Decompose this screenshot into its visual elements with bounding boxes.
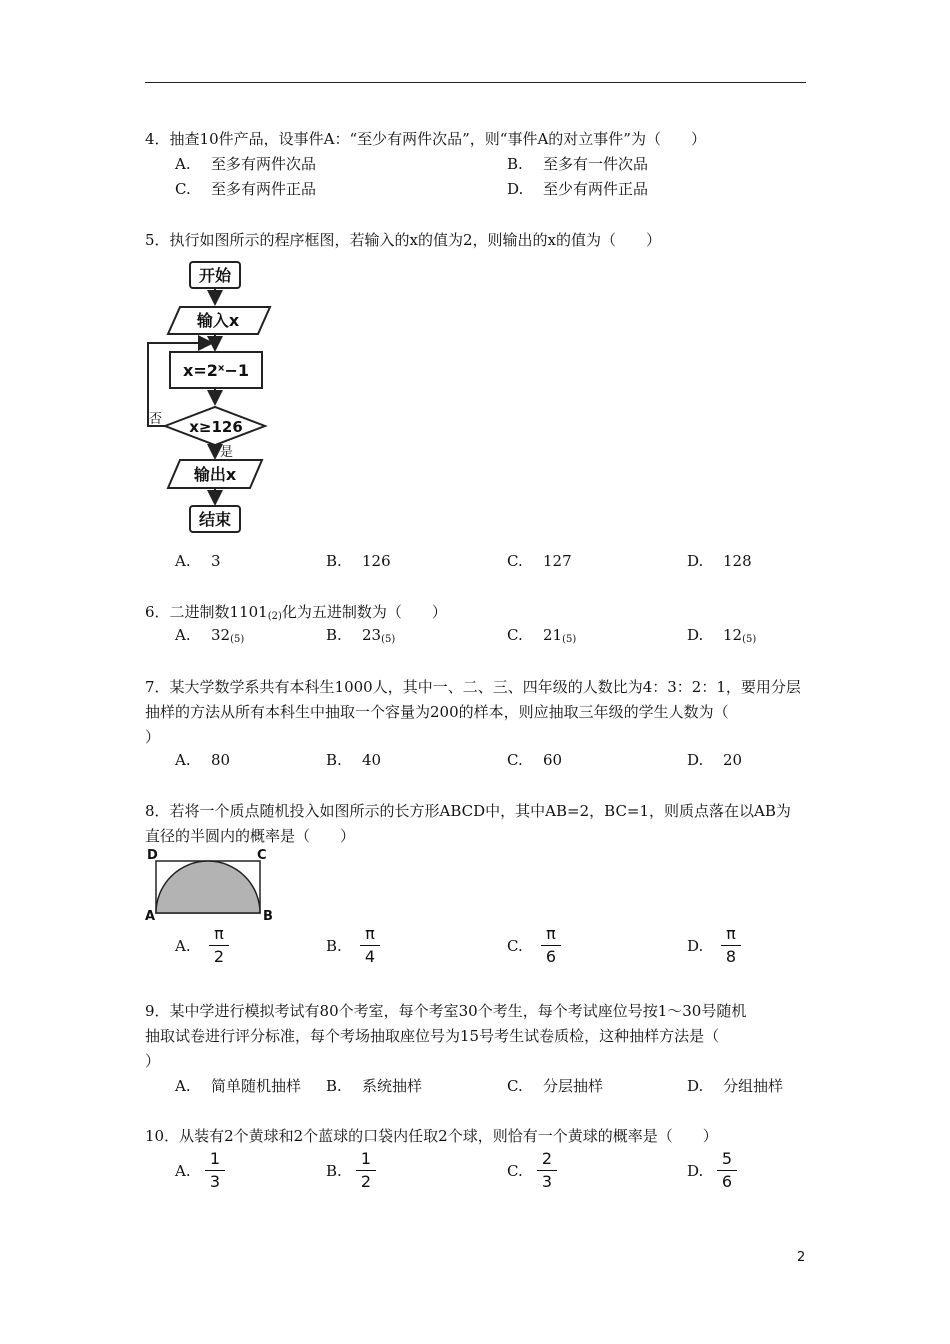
vertex-b-label: B (263, 909, 273, 924)
q5-flowchart (140, 256, 280, 541)
q6-option-a: A. $32_{(5)}$ (175, 626, 245, 645)
flow-decision-text: x≥126 (189, 418, 243, 436)
q7-option-b: B. 40 (326, 751, 382, 769)
q8-option-d-fraction: π 8 (721, 924, 741, 967)
q4-option-b: B. 至多有一件次品 (507, 155, 649, 173)
q9-option-b: B. 系统抽样 (326, 1077, 423, 1095)
q7-line-2: 抽样的方法从所有本科生中抽取一个容量为200的样本，则应抽取三年级的学生人数为（ (145, 703, 729, 721)
q8-rectangle-figure (143, 846, 278, 924)
q5-option-c: C. 127 (507, 552, 572, 570)
q8-option-d-label: D. (687, 937, 704, 955)
flow-output-text: 输出x (193, 465, 237, 484)
header-rule (145, 82, 806, 83)
q9-option-a: A. 简单随机抽样 (175, 1077, 302, 1095)
q7-option-d: D. 20 (687, 751, 743, 769)
flow-yes-label: 是 (220, 445, 234, 460)
q10-option-b-label: B. (326, 1162, 342, 1180)
q10-option-d-label: D. (687, 1162, 704, 1180)
q6-stem: 6．二进制数$1101_{(2)}$化为五进制数为（ ） (145, 603, 447, 622)
q5-option-a: A. 3 (175, 552, 221, 570)
q10-option-c-label: C. (507, 1162, 523, 1180)
q4-option-c: C. 至多有两件正品 (175, 180, 317, 198)
q10-option-b-fraction: 1 2 (356, 1149, 376, 1192)
q7-line-1: 7．某大学数学系共有本科生1000人，其中一、二、三、四年级的人数比为4：3：2：1，要用分层 (145, 678, 801, 696)
q5-option-d: D. 128 (687, 552, 752, 570)
vertex-a-label: A (145, 909, 156, 924)
q4-stem: 4．抽查10件产品，设事件A：“至少有两件次品”，则“事件A的对立事件”为（ ） (145, 130, 706, 148)
q7-line-3: ） (145, 728, 161, 746)
flow-process-text: x=2ˣ−1 (183, 361, 249, 380)
q9-line-2: 抽取试卷进行评分标准，每个考场抽取座位号为15号考生试卷质检，这种抽样方法是（ (145, 1027, 720, 1045)
q10-option-c-fraction: 2 3 (537, 1149, 557, 1192)
q9-line-3: ） (145, 1052, 161, 1070)
q6-option-b: B. $23_{(5)}$ (326, 626, 396, 645)
q5-stem: 5．执行如图所示的程序框图，若输入的x的值为2，则输出的x的值为（ ） (145, 231, 662, 249)
q8-option-a-label: A. (175, 937, 191, 955)
flow-no-label: 否 (149, 412, 163, 427)
q9-option-c: C. 分层抽样 (507, 1077, 604, 1095)
q4-option-d: D. 至少有两件正品 (507, 180, 649, 198)
q8-option-c-fraction: π 6 (541, 924, 561, 967)
q10-option-a-label: A. (175, 1162, 191, 1180)
q8-option-a-fraction: π 2 (209, 924, 229, 967)
page-number: 2 (797, 1250, 806, 1265)
q10-option-a-fraction: 1 3 (205, 1149, 225, 1192)
q8-option-b-fraction: π 4 (360, 924, 380, 967)
q6-option-d: D. $12_{(5)}$ (687, 626, 757, 645)
q5-option-b: B. 126 (326, 552, 391, 570)
q8-option-b-label: B. (326, 937, 342, 955)
q9-line-1: 9．某中学进行模拟考试有80个考室，每个考室30个考生，每个考试座位号按1～30号随机 (145, 1002, 747, 1020)
q7-option-c: C. 60 (507, 751, 563, 769)
flow-end-text: 结束 (198, 510, 232, 529)
flow-input-text: 输入x (196, 311, 240, 330)
q8-line-2: 直径的半圆内的概率是（ ） (145, 827, 356, 845)
vertex-d-label: D (147, 848, 158, 863)
q9-option-d: D. 分组抽样 (687, 1077, 784, 1095)
q6-option-c: C. $21_{(5)}$ (507, 626, 577, 645)
semicircle (156, 861, 260, 913)
q4-option-a: A. 至多有两件次品 (175, 155, 317, 173)
q10-option-d-fraction: 5 6 (717, 1149, 737, 1192)
q10-stem: 10．从装有2个黄球和2个蓝球的口袋内任取2个球，则恰有一个黄球的概率是（ ） (145, 1127, 718, 1145)
q8-line-1: 8．若将一个质点随机投入如图所示的长方形ABCD中，其中AB=2，BC=1，则质点落在以AB为 (145, 802, 791, 820)
vertex-c-label: C (257, 848, 267, 863)
q8-option-c-label: C. (507, 937, 523, 955)
flow-start-text: 开始 (198, 266, 232, 285)
q7-option-a: A. 80 (175, 751, 231, 769)
